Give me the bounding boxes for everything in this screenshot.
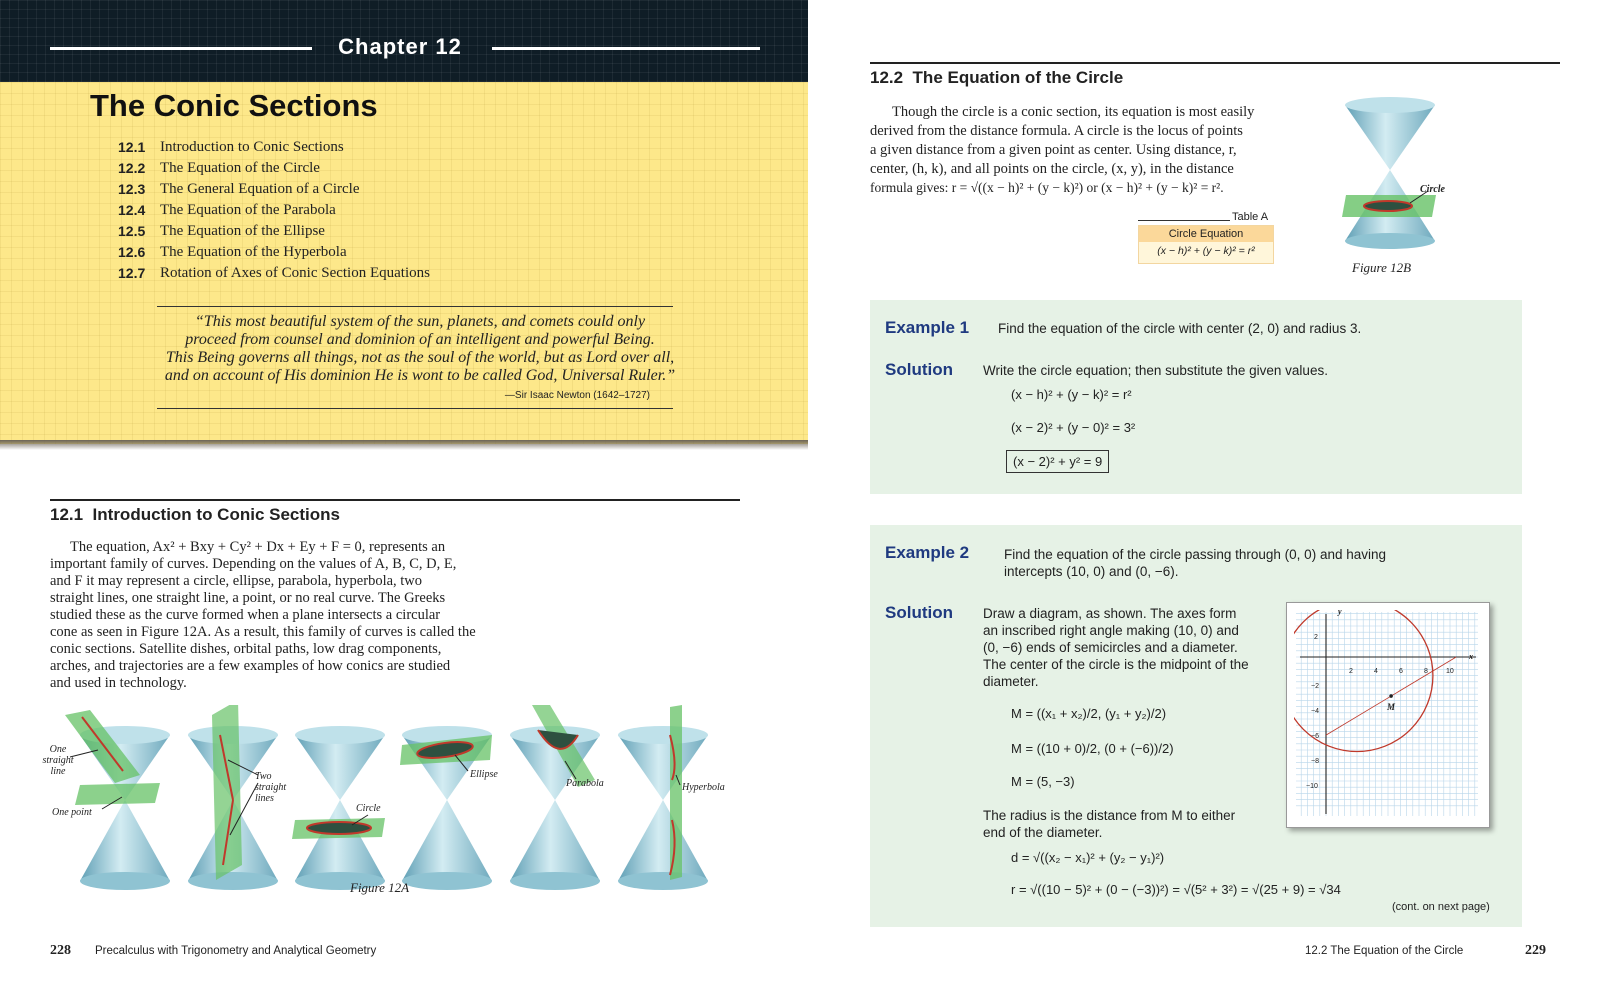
radius-text-line: The radius is the distance from M to either [983, 808, 1236, 823]
example-2-solution-line: diameter. [983, 674, 1039, 689]
paragraph-line: a given distance from a given point as center. Using distance, r, [870, 142, 1237, 158]
plane-two-lines [212, 705, 242, 880]
y-tick-label: −4 [1311, 708, 1319, 715]
x-tick-label: 2 [1349, 668, 1353, 675]
paragraph-line: straight lines, one straight line, a point, or no real curve. The Greeks [50, 590, 446, 606]
example-2-problem-line: Find the equation of the circle passing through (0, 0) and having [1004, 547, 1386, 562]
section-title: Introduction to Conic Sections [92, 505, 340, 524]
circle-graph [1294, 610, 1480, 818]
toc-number: 12.2 [118, 160, 146, 176]
example-2-solution-line: The center of the circle is the midpoint of the [983, 657, 1249, 672]
section-number: 12.1 [50, 505, 84, 524]
example-2-solution-line: an inscribed right angle making (10, 0) and [983, 623, 1239, 638]
running-title-right: 12.2 The Equation of the Circle [1305, 945, 1464, 957]
x-tick-label: 10 [1446, 668, 1454, 675]
paragraph-line: studied these as the curve formed when a plane intersects a circular [50, 607, 441, 623]
section-number: 12.2 [870, 68, 904, 87]
toc-number: 12.6 [118, 244, 146, 260]
y-tick-label: −2 [1311, 683, 1319, 690]
example-1-problem: Find the equation of the circle with center (2, 0) and radius 3. [998, 321, 1362, 336]
example-2-solution-line: Draw a diagram, as shown. The axes form [983, 606, 1237, 621]
x-tick-label: 8 [1424, 668, 1428, 675]
example-2-label: Example 2 [885, 543, 970, 562]
label-part: line [50, 766, 66, 777]
radius-calculation: r = √((10 − 5)² + (0 − (−3))²) = √(5² + 3²) = √(25 + 9) = √34 [1011, 882, 1341, 897]
figure-caption-12a: Figure 12A [350, 880, 410, 895]
label-part: straight [42, 755, 74, 766]
section-title: The Equation of the Circle [912, 68, 1124, 87]
quote-line: “This most beautiful system of the sun, planets, and comets could only [194, 313, 646, 330]
label-circle: Circle [356, 803, 381, 814]
x-tick-label: 6 [1399, 668, 1403, 675]
quote-line: proceed from counsel and dominion of an intelligent and powerful Being. [185, 331, 655, 348]
circle-section [1364, 201, 1412, 211]
paragraph-line: formula gives: r = √((x − h)² + (y − k)²) or (x − h)² + (y − k)² = r². [870, 180, 1224, 195]
label-one-point: One point [52, 807, 92, 818]
plane-hyperbola [670, 705, 682, 880]
table-cell: (x − h)² + (y − k)² = r² [1157, 245, 1255, 257]
label-parabola: Parabola [566, 778, 604, 789]
panel-shadow [0, 440, 808, 450]
midpoint-substitution: M = ((10 + 0)/2, (0 + (−6))/2) [1011, 741, 1174, 756]
table-rule [1138, 220, 1230, 221]
example-2-solution-label: Solution [885, 603, 953, 622]
example-1-answer: (x − 2)² + y² = 9 [1006, 450, 1109, 473]
midpoint-formula: M = ((x₁ + x₂)/2, (y₁ + y₂)/2) [1011, 706, 1167, 721]
midpoint-result: M = (5, −3) [1011, 774, 1075, 789]
figure-12b-circle-label: Circle [1420, 184, 1445, 195]
table-label: Table A [1232, 211, 1269, 223]
example-1-solution-label: Solution [885, 360, 953, 379]
toc-title: The General Equation of a Circle [160, 181, 360, 197]
toc-number: 12.5 [118, 223, 146, 239]
radius-text-line: end of the diameter. [983, 825, 1103, 840]
paragraph-line: important family of curves. Depending on the values of A, B, C, D, E, [50, 556, 457, 572]
section-heading-12-1 [50, 505, 340, 525]
paragraph-line: arches, and trajectories are a few examples of how conics are studied [50, 658, 451, 674]
quote-rule-bottom [157, 408, 673, 409]
toc-number: 12.1 [118, 139, 146, 155]
y-tick-label: −6 [1311, 733, 1319, 740]
toc-title: Introduction to Conic Sections [160, 139, 344, 155]
label-one-straight-line [38, 744, 78, 777]
toc-title: The Equation of the Hyperbola [160, 244, 347, 260]
toc-title: The Equation of the Circle [160, 160, 320, 176]
page-number-left: 228 [50, 943, 71, 958]
double-cone [618, 726, 708, 890]
toc-title: The Equation of the Parabola [160, 202, 336, 218]
y-tick-label: −8 [1311, 758, 1319, 765]
quote-line: This Being governs all things, not as the soul of the world, but as Lord over all, [165, 349, 675, 366]
toc-number: 12.7 [118, 265, 146, 281]
section-rule [870, 62, 1560, 64]
paragraph-line: derived from the distance formula. A circle is the locus of points [870, 123, 1243, 139]
label-part: straight [255, 782, 287, 793]
chapter-title: The Conic Sections [90, 88, 378, 123]
chapter-rule-right [492, 47, 760, 50]
paragraph-line: cone as seen in Figure 12A. As a result, this family of curves is called the [50, 624, 476, 640]
running-title-left: Precalculus with Trigonometry and Analytical Geometry [95, 945, 377, 957]
label-ellipse: Ellipse [470, 769, 498, 780]
page-number-right: 229 [1525, 943, 1546, 958]
toc-title: The Equation of the Ellipse [160, 223, 325, 239]
example-1-step: (x − h)² + (y − k)² = r² [1011, 387, 1132, 402]
label-two-straight-lines [255, 771, 286, 804]
paragraph-line: and used in technology. [50, 675, 187, 691]
y-tick-label: −10 [1306, 783, 1318, 790]
example-1-solution-text: Write the circle equation; then substitute the given values. [983, 363, 1328, 378]
label-hyperbola: Hyperbola [682, 782, 725, 793]
chapter-intro-panel [0, 82, 808, 444]
example-1-step: (x − 2)² + (y − 0)² = 3² [1011, 420, 1136, 435]
chapter-label: Chapter 12 [338, 34, 462, 59]
paragraph-line: center, (h, k), and all points on the circle, (x, y), in the distance [870, 161, 1234, 177]
example-2-solution-line: (0, −6) ends of semicircles and a diameter. [983, 640, 1238, 655]
circle-equation-table [1138, 225, 1274, 264]
quote-rule-top [157, 306, 673, 307]
double-cone [510, 726, 600, 890]
toc-number: 12.4 [118, 202, 146, 218]
distance-formula: d = √((x₂ − x₁)² + (y₂ − y₁)²) [1011, 850, 1165, 865]
graph-point-label: M [1387, 702, 1396, 712]
figure-12b [1340, 95, 1440, 255]
continued-note: (cont. on next page) [1392, 901, 1490, 913]
section-rule [50, 499, 740, 501]
graph-x-axis-label: x [1469, 652, 1473, 661]
example-1-label: Example 1 [885, 318, 970, 337]
chapter-rule-left [50, 47, 312, 50]
table-header: Circle Equation [1139, 226, 1273, 242]
quote-attribution: —Sir Isaac Newton (1642–1727) [504, 390, 650, 401]
paragraph-line: conic sections. Satellite dishes, orbital paths, low drag components, [50, 641, 442, 657]
graph-y-axis-label: y [1338, 607, 1342, 616]
toc-title: Rotation of Axes of Conic Section Equations [160, 265, 430, 281]
label-part: One [49, 744, 67, 755]
quote-line: and on account of His dominion He is wont to be called God, Universal Ruler.” [164, 367, 676, 384]
label-part: Two [255, 771, 272, 782]
section-heading-12-2 [870, 68, 1123, 88]
x-tick-label: 4 [1374, 668, 1378, 675]
plane-point [75, 783, 160, 805]
y-tick-label: 2 [1314, 634, 1318, 641]
toc-number: 12.3 [118, 181, 146, 197]
paragraph-line: Though the circle is a conic section, its equation is most easily [892, 104, 1255, 120]
label-part: lines [255, 793, 274, 804]
paragraph-line: The equation, Ax² + Bxy + Cy² + Dx + Ey + F = 0, represents an [70, 539, 446, 555]
paragraph-line: and F it may represent a circle, ellipse, parabola, hyperbola, two [50, 573, 423, 589]
figure-caption-12b: Figure 12B [1352, 260, 1412, 275]
midpoint-marker [1389, 694, 1393, 698]
example-2-problem-line: intercepts (10, 0) and (0, −6). [1004, 564, 1179, 579]
